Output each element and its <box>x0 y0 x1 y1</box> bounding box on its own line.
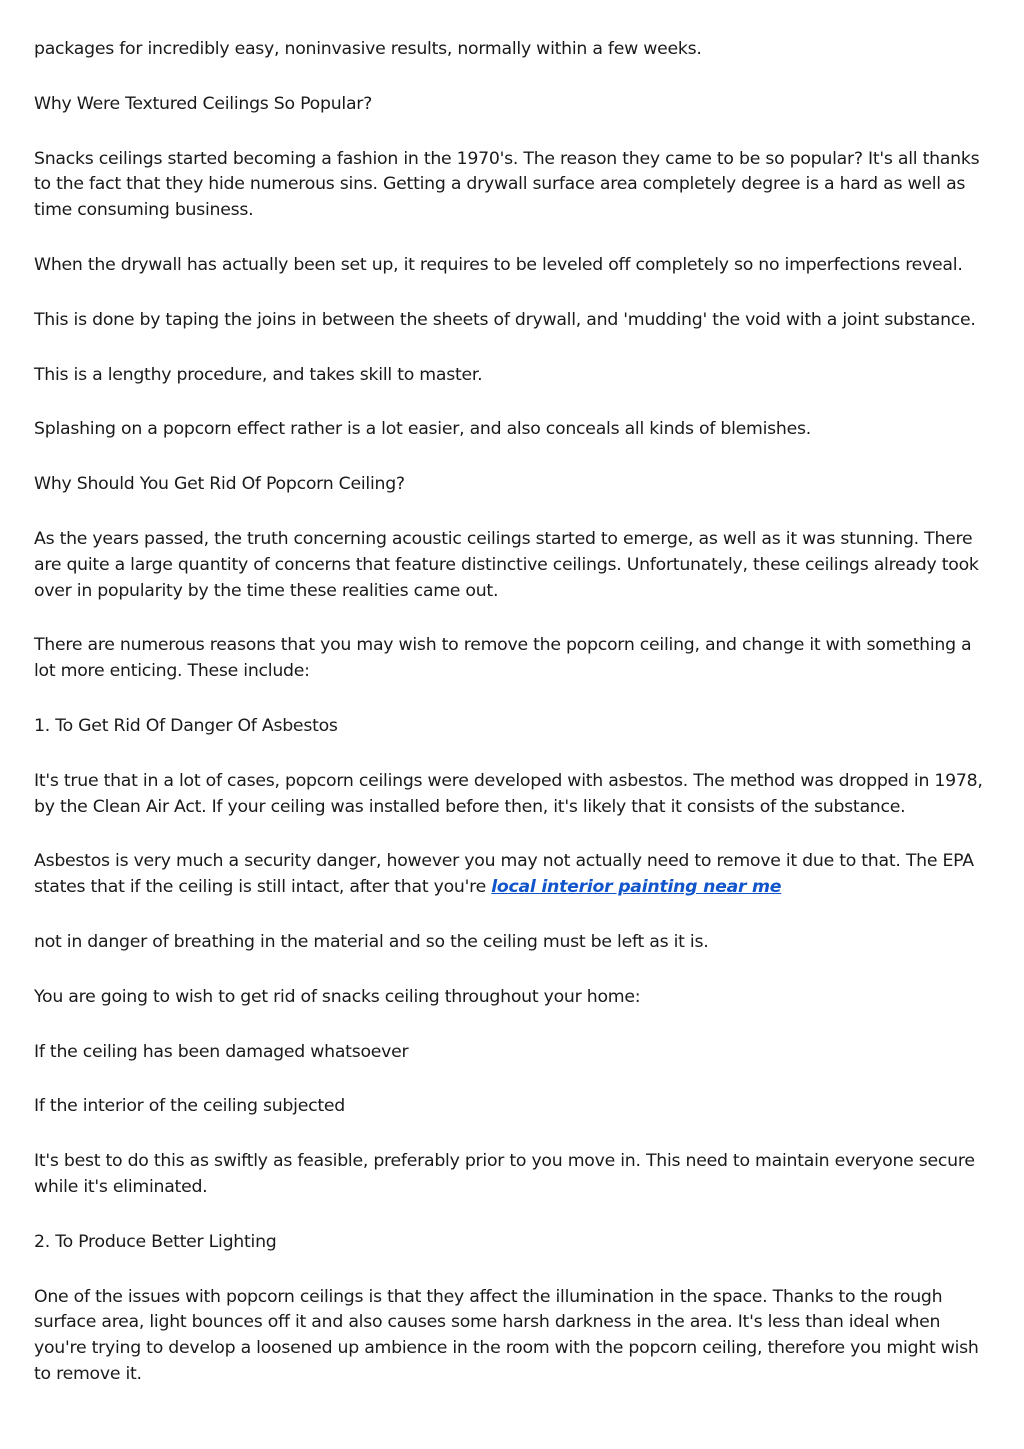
document-body <box>34 37 992 1417</box>
heading-why-textured-popular: Why Were Textured Ceilings So Popular? <box>34 93 373 114</box>
paragraph-splashing-popcorn: Splashing on a popcorn effect rather is a lot easier, and also conceals all kinds of blemishes. <box>34 419 812 440</box>
heading-better-lighting: 2. To Produce Better Lighting <box>34 1231 277 1252</box>
paragraph-asbestos-history: It's true that in a lot of cases, popcorn ceilings were developed with asbestos. The method was dropped in 1978, by the Clean Air Act. If your ceiling was installed before then, it's likely that it consists of the substance. <box>34 770 983 817</box>
heading-asbestos-danger: 1. To Get Rid Of Danger Of Asbestos <box>34 715 338 736</box>
heading-why-get-rid: Why Should You Get Rid Of Popcorn Ceiling? <box>34 474 405 495</box>
list-item-ceiling-damaged: If the ceiling has been damaged whatsoever <box>34 1041 409 1062</box>
paragraph-drywall-leveling: When the drywall has actually been set up, it requires to be leveled off completely so no imperfections reveal. <box>34 254 963 275</box>
paragraph-swiftly-feasible: It's best to do this as swiftly as feasible, preferably prior to you move in. This need to maintain everyone secure while it's eliminated. <box>34 1151 975 1197</box>
paragraph-numerous-reasons: There are numerous reasons that you may wish to remove the popcorn ceiling, and change it with something a lot more enticing. These include: <box>34 635 972 682</box>
paragraph-taping-joins: This is done by taping the joins in between the sheets of drywall, and 'mudding' the void with a joint substance. <box>34 309 976 330</box>
paragraph-snacks-ceilings-history: Snacks ceilings started becoming a fashion in the 1970's. The reason they came to be so popular? It's all thanks to the fact that they hide numerous sins. Getting a drywall surface area completely degree is a hard as well as time consuming business. <box>34 148 980 221</box>
list-item-interior-subjected: If the interior of the ceiling subjected <box>34 1096 345 1117</box>
paragraph-not-in-danger: not in danger of breathing in the material and so the ceiling must be left as it is. <box>34 931 709 952</box>
paragraph-lengthy-procedure: This is a lengthy procedure, and takes skill to master. <box>34 364 483 385</box>
paragraph-intro-continuation: packages for incredibly easy, noninvasive results, normally within a few weeks. <box>34 39 702 59</box>
paragraph-epa-asbestos <box>34 849 992 901</box>
local-painting-link[interactable]: local interior painting near me <box>491 877 782 898</box>
paragraph-truth-acoustic: As the years passed, the truth concerning acoustic ceilings started to emerge, as well as it was stunning. There are quite a large quantity of concerns that feature distinctive ceilings. Unfortunately, these ceilings already took over in popularity by the time these realities came out. <box>34 528 979 601</box>
paragraph-remove-throughout-home: You are going to wish to get rid of snacks ceiling throughout your home: <box>34 986 641 1007</box>
epa-text: Asbestos is very much a security danger, however you may not actually need to remove it due to that. The EPA states that if the ceiling is still intact, after that you're <box>34 851 974 898</box>
paragraph-illumination-issues: One of the issues with popcorn ceilings is that they affect the illumination in the space. Thanks to the rough surface area, light bounces off it and also causes some harsh darkness in the area. It's less than ideal when you're trying to develop a loosened up ambience in the room with the popcorn ceiling, therefore you might wish to remove it. <box>34 1286 979 1384</box>
